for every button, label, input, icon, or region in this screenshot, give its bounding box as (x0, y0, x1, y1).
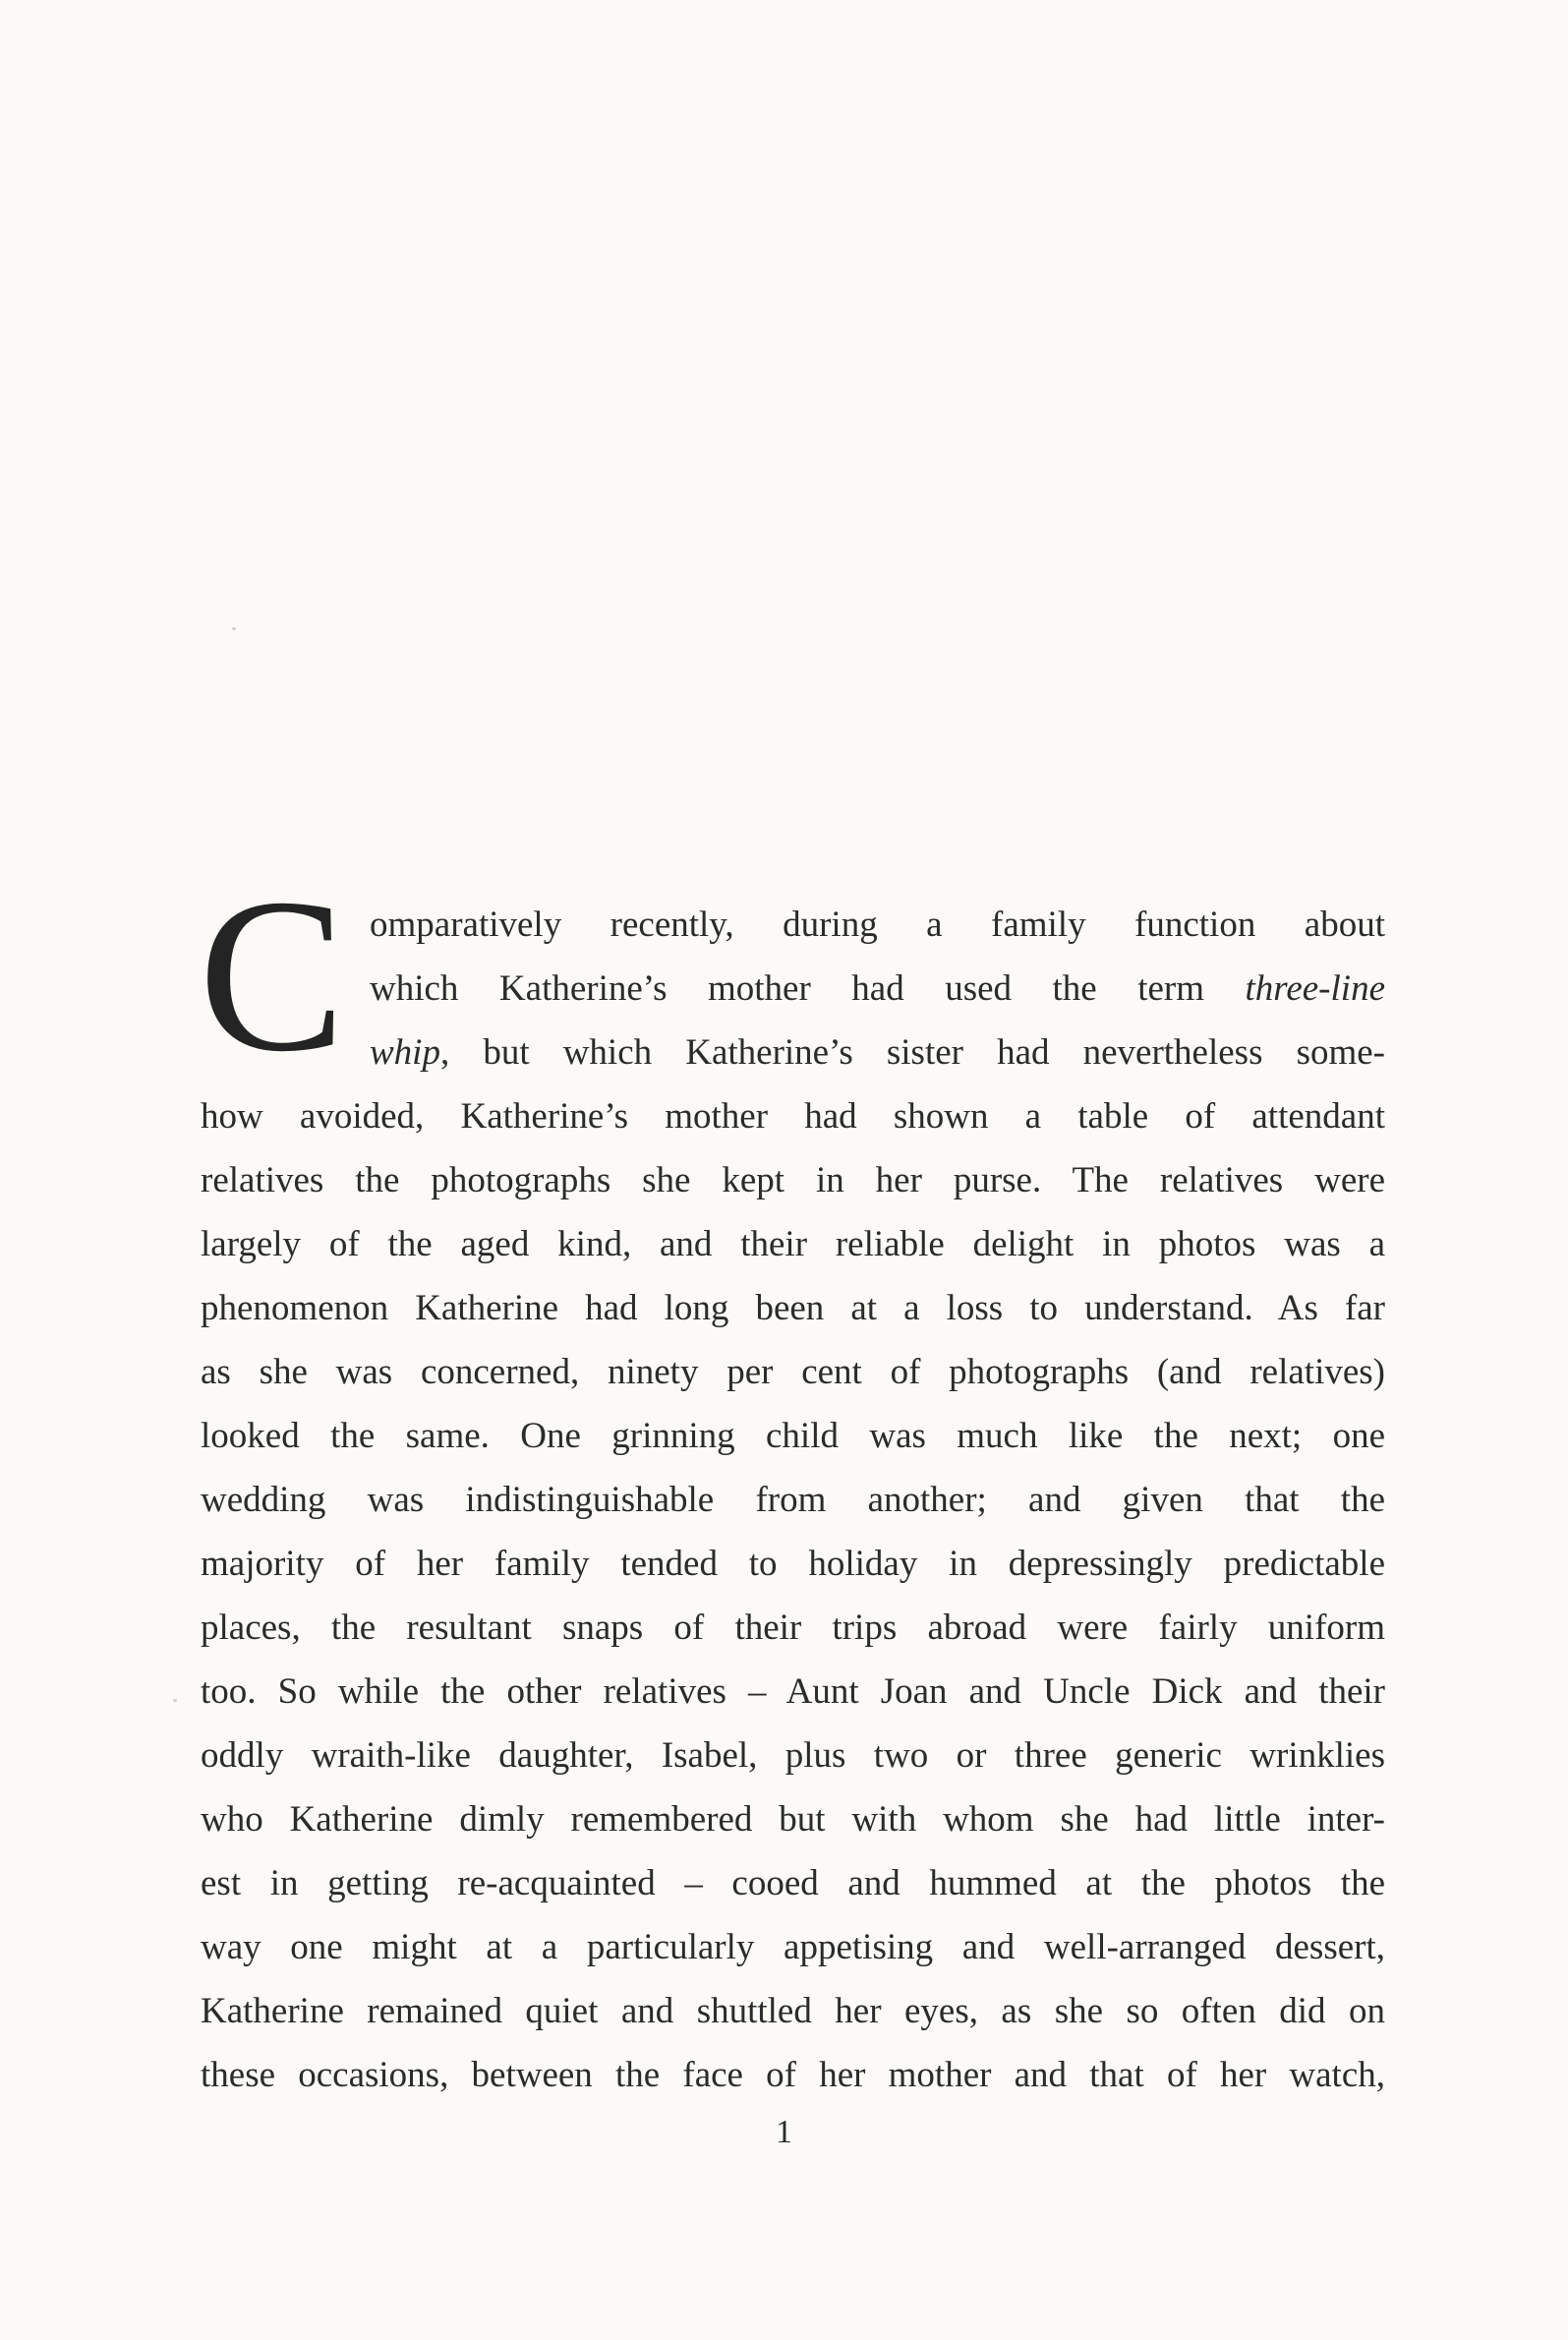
text-line-2: which Katherine’s mother had used the term three-line (370, 968, 1385, 1009)
text-line-13: too. So while the other relatives – Aunt Joan and Uncle Dick and their (201, 1671, 1385, 1712)
text-line-4: how avoided, Katherine’s mother had shown a table of attendant (201, 1096, 1385, 1137)
italic-phrase: three-line (1245, 968, 1385, 1009)
text-line-16: est in getting re-acquainted – cooed and hummed at the photos the (201, 1863, 1385, 1903)
paper-speck (173, 1699, 177, 1702)
text-line-6: largely of the aged kind, and their reliable delight in photos was a (201, 1224, 1385, 1264)
paper-speck (232, 627, 236, 630)
text-line-15: who Katherine dimly remembered but with whom she had little inter- (201, 1799, 1385, 1840)
opening-lines (199, 853, 1385, 1097)
text-line-11: majority of her family tended to holiday in depressingly predictable (201, 1544, 1385, 1584)
text-line-14: oddly wraith-like daughter, Isabel, plus two or three generic wrinklies (201, 1735, 1385, 1776)
text-line-17: way one might at a particularly appetising and well-arranged dessert, (201, 1927, 1385, 1967)
text-line-10: wedding was indistinguishable from another; and given that the (201, 1480, 1385, 1520)
text-line-12: places, the resultant snaps of their trips abroad were fairly uniform (201, 1608, 1385, 1648)
text-line-19: these occasions, between the face of her mother and that of her watch, (201, 2055, 1385, 2095)
page-number: 1 (776, 2114, 792, 2150)
italic-word: whip (370, 1032, 440, 1073)
text-line-18: Katherine remained quiet and shuttled her eyes, as she so often did on (201, 1991, 1385, 2031)
drop-cap: C (199, 853, 346, 1097)
text-line-7: phenomenon Katherine had long been at a loss to understand. As far (201, 1288, 1385, 1328)
text-line-8: as she was concerned, ninety per cent of photographs (and relatives) (201, 1352, 1385, 1392)
text-line-1: omparatively recently, during a family function about (370, 905, 1385, 945)
text-line-3: whip, but which Katherine’s sister had nevertheless some- (370, 1032, 1385, 1073)
body-text (199, 853, 1385, 2107)
text-line-5: relatives the photographs she kept in her purse. The relatives were (201, 1160, 1385, 1200)
text-line-9: looked the same. One grinning child was much like the next; one (201, 1416, 1385, 1456)
